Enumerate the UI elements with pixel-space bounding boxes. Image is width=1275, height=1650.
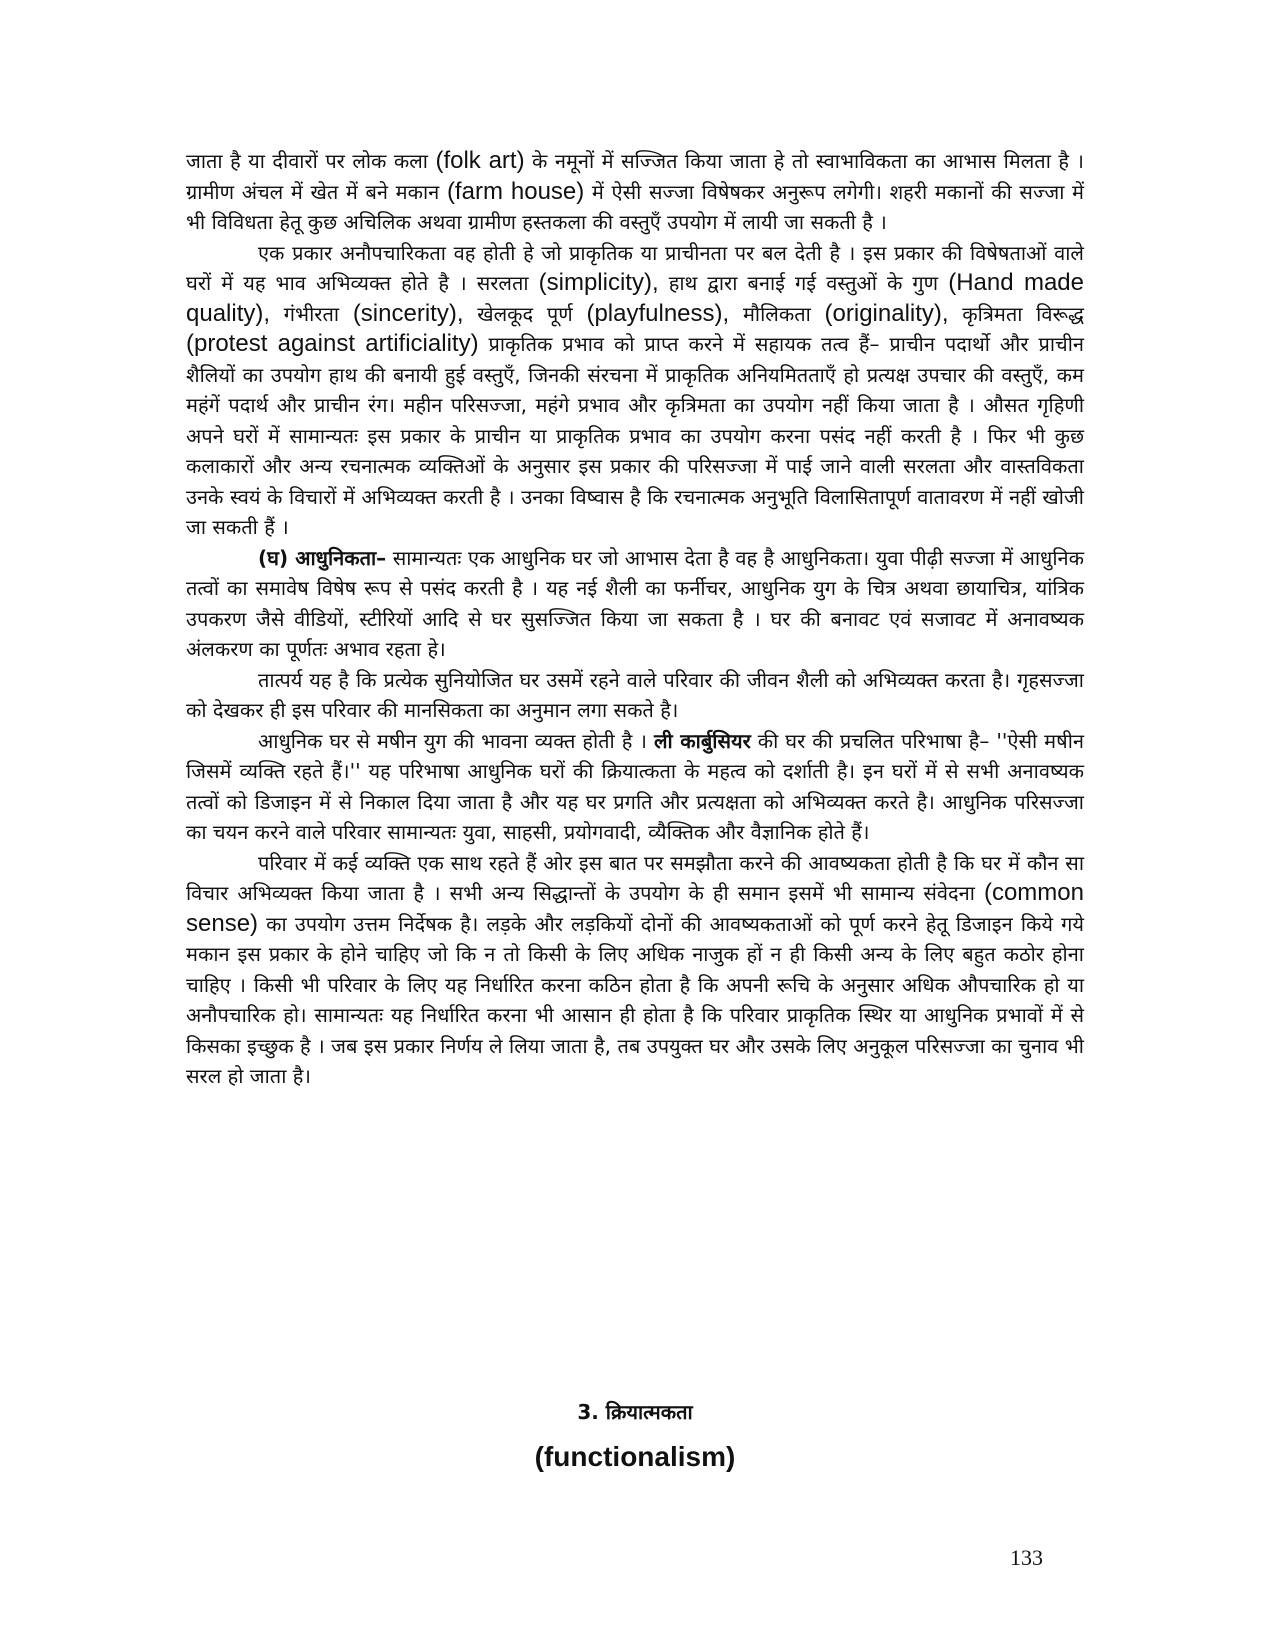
p2-text-g: प्राकृतिक प्रभाव को प्राप्त करने में सहायक तत्व हैं– प्राचीन पदार्थो और प्राचीन शैलियों का उपयोग हाथ की बनायी हुई वस्तुएँ, जिनकी संरचना में प्राकृतिक अनियमितताएँ हो प्रत्यक्ष उपचार की वस्तुएँ, कम महंगें पदार्थ और प्राचीन रंग। महीन परिसज्जा, महंगे प्रभाव और कृत्रिमता का उपयोग नहीं किया जाता है । औसत गृहिणी अपने घरों में सामान्यतः इस प्रकार के प्राचीन या प्राकृतिक प्रभाव का उपयोग करना पसंद नहीं करती है । फिर भी कुछ कलाकारों और अन्य रचनात्मक व्यक्तिओं के अनुसार इस प्रकार की परिसज्जा में पाई जाने वाली सरलता और वास्तविकता उनके स्वयं के विचारों में अभिव्यक्त करती है । उनका विष्वास है कि रचनात्मक अनुभूति विलासितापूर्ण वातावरण में नहीं खोजी जा सकती हैं । bbox=[186, 332, 1084, 539]
p1-text-c: में ऐसी सज्जा विषेषकर अनुरूप लगेगी। शहरी मकानों की सज्जा में भी विविधता हेतू कुछ अचिलिक अथवा ग्रामीण हस्तकला की वस्तुएँ उपयोग में लायी जा सकती है । bbox=[186, 179, 1085, 234]
paragraph-family-compromise bbox=[186, 848, 1084, 1092]
term-hand-made-quality: (Hand made quality), bbox=[186, 269, 1084, 327]
p2-text-b: हाथ द्वारा बनाई गई वस्तुओं के गुण bbox=[658, 271, 949, 295]
p5-text-b: की घर की प्रचलित परिभाषा है– ''ऐसी मषीन जिसमें व्यक्ति रहते हैं।'' यह परिभाषा आधुनिक घरों की क्रियात्कता के महत्व को दर्शाती है। इन घरों में से सभी अनावष्यक तत्वों को डिजाइन में से निकाल दिया जाता है और यह घर प्रगति और प्रत्यक्षता को अभिव्यक्त करते है। आधुनिक परिसज्जा का चयन करने वाले परिवार सामान्यतः युवा, साहसी, प्रयोगवादी, व्यैक्तिक और वैज्ञानिक होते हैं। bbox=[186, 728, 1084, 844]
section-subheading: (functionalism) bbox=[534, 1441, 736, 1472]
paragraph-informality bbox=[186, 238, 1084, 543]
page-number: 133 bbox=[1010, 1545, 1043, 1570]
p3-text-a: सामान्यतः एक आधुनिक घर जो आभास देता है वह है आधुनिकता। युवा पीढ़ी सज्जा में आधुनिक तत्वों का समावेष विषेष रूप से पसंद करती है । यह नई शैली का फर्नीचर, आधुनिक युग के चित्र अथवा छायाचित्र, यांत्रिक उपकरण जैसे वीडियों, स्टीरियों आदि से घर सुसज्जित किया जा सकता है । घर की बनावट एवं सजावट में अनावष्यक अंलकरण का पूर्णतः अभाव रहता हे। bbox=[186, 545, 1084, 661]
p2-text-e: मौलिकता bbox=[729, 301, 825, 326]
section-heading: 3. क्रियात्मकता bbox=[577, 1400, 693, 1424]
paragraph-lifestyle bbox=[186, 665, 1084, 726]
p2-text-d: खेलकूद पूर्ण bbox=[463, 301, 587, 326]
term-playfulness: (playfulness), bbox=[586, 299, 730, 327]
term-simplicity: (simplicity), bbox=[538, 269, 659, 296]
modernity-heading: (घ) आधुनिकता– bbox=[258, 545, 387, 570]
term-common-sense: (common sense) bbox=[186, 879, 1084, 937]
term-protest-against-artificiality: (protest against artificiality) bbox=[186, 330, 479, 357]
term-farm-house: (farm house) bbox=[446, 177, 585, 205]
p6-text-b: का उपयोग उत्तम निर्देषक है। लड़के और लड़कियों दोनों की आवष्यकताओं को पूर्ण करने हेतू डिजाइन किये गये मकान इस प्रकार के होने चाहिए जो कि न तो किसी के लिए अधिक नाजुक हों न ही किसी अन्य के लिए बहुत कठोर होना चाहिए । किसी भी परिवार के लिए यह निर्धारित करना कठिन होता है कि अपनी रूचि के अनुसार अधिक औपचारिक हो या अनौपचारिक हो। सामान्यतः यह निर्धारित करना भी आसान ही होता है कि परिवार प्राकृतिक स्थिर या आधुनिक प्रभावों में से किसका इच्छुक है । जब इस प्रकार निर्णय ले लिया जाता है, तब उपयुक्त घर और उसके लिए अनुकूल परिसज्जा का चुनाव भी सरल हो जाता है। bbox=[186, 911, 1084, 1088]
term-sincerity: (sincerity), bbox=[352, 299, 464, 327]
paragraph-modernity bbox=[186, 543, 1084, 665]
p2-text-f: कृत्रिमता विरूद्ध bbox=[948, 301, 1085, 326]
paragraph-folk-art bbox=[186, 146, 1084, 238]
p5-text-a: आधुनिक घर से मषीन युग की भावना व्यक्त होती है । bbox=[258, 728, 654, 753]
paragraph-machine-age bbox=[186, 726, 1084, 848]
p2-text-c: गंभीरता bbox=[270, 301, 353, 326]
name-le-corbusier: ली कार्बुसियर bbox=[653, 728, 751, 753]
p4-text-a: तात्पर्य यह है कि प्रत्येक सुनियोजित घर उसमें रहने वाले परिवार की जीवन शैली को अभिव्यक्त करता है। गृहसज्जा को देखकर ही इस परिवार की मानसिकता का अनुमान लगा सकते है। bbox=[186, 667, 1084, 722]
p1-text-a: जाता है या दीवारों पर लोक कला bbox=[186, 149, 436, 173]
term-originality: (originality), bbox=[824, 299, 949, 327]
term-folk-art: (folk art) bbox=[435, 147, 525, 174]
p2-text-a: एक प्रकार अनौपचारिकता वह होती हे जो प्राकृतिक या प्राचीनता पर बल देती है । इस प्रकार की विषेषताओं वाले घरों में यह भाव अभिव्यक्त होते है । सरलता bbox=[186, 240, 1084, 295]
p1-text-b: के नमूनों में सज्जित किया जाता हे तो स्वाभाविकता का आभास मिलता है । ग्रामीण अंचल में खेत में बने मकान bbox=[186, 149, 1085, 204]
page-body bbox=[186, 146, 1085, 1472]
p6-text-a: परिवार में कई व्यक्ति एक साथ रहते हैं ओर इस बात पर समझौता करने की आवष्यकता होती है कि घर में कौन सा विचार अभिव्यक्त किया जाता है । सभी अन्य सिद्धान्तों के उपयोग के ही समान इसमें भी सामान्य संवेदना bbox=[186, 850, 1084, 905]
